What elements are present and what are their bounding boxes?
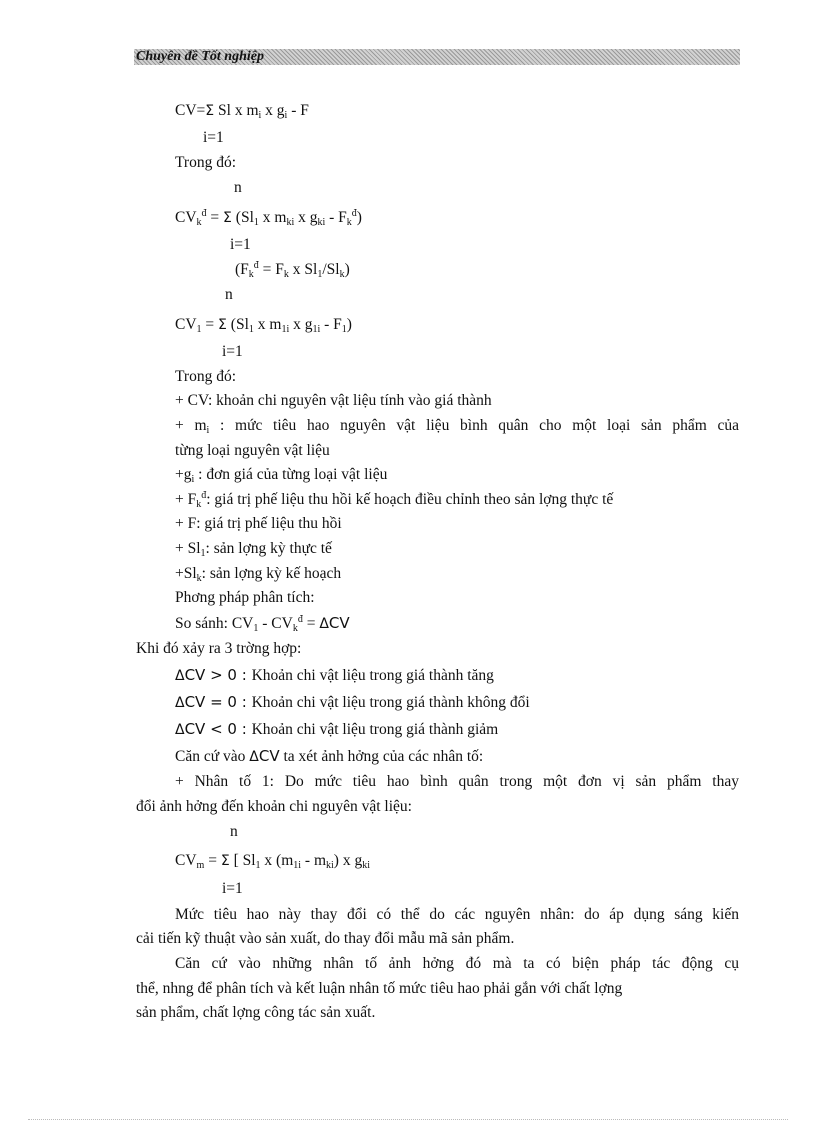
formula-cvk-index: i=1 (230, 236, 251, 253)
formula-cvm-n: n (230, 823, 238, 840)
trong-do-1: Trong đó: (175, 154, 237, 171)
formula-cv1-index: i=1 (222, 343, 243, 360)
delta-icon: Δ (175, 668, 185, 684)
para1-line1: Mức tiêu hao này thay đổi có thể do các nguyên nhân: do áp dụng sáng kiến (175, 906, 739, 923)
sigma-icon: Σ (205, 103, 215, 119)
formula-cvk-n: n (234, 179, 242, 196)
para2-line1: Căn cứ vào những nhân tố ảnh hởng đó mà ta có biện pháp tác động cụ (175, 955, 739, 972)
sigma-icon: Σ (218, 317, 227, 333)
formula-fk: ($F_k^đ = F_k$ x $Sl_1/Sl_k$) (235, 260, 350, 280)
def-f: + F: giá trị phế liệu thu hồi (175, 515, 342, 532)
footer-rule (28, 1119, 788, 1120)
def-sl1: + $Sl_1$: sản lợng kỳ thực tế (175, 540, 332, 559)
formula-cv1-n: n (225, 286, 233, 303)
based-on: Căn cứ vào ΔCV ta xét ảnh hởng của các nhân tố: (175, 747, 484, 765)
def-cv: + CV: khoản chi nguyên vật liệu tính vào giá thành (175, 392, 492, 409)
def-mi: + $m_i$ : mức tiêu hao nguyên vật liệu bình quân cho một loại sản phẩm của (175, 417, 739, 436)
case-negative: ΔCV < 0 : Khoản chi vật liệu trong giá thành giảm (175, 720, 499, 738)
formula-cvm-index: i=1 (222, 880, 243, 897)
compare-line: So sánh: $CV_1 - CV_k^đ = \Delta CV$ (175, 614, 350, 634)
sigma-icon: Σ (220, 853, 230, 869)
formula-cvk: $CV_k^đ = \Sigma$ ($Sl_1$ x $m_{ki}$ x $g_{ki} - F_k^đ$) (175, 208, 362, 228)
def-fk: + $F_k^đ$: giá trị phế liệu thu hồi kế hoạch điều chỉnh theo sản lợng thực tế (175, 490, 614, 510)
def-mi-cont: từng loại nguyên vật liệu (175, 442, 330, 459)
para2-line2: thể, nhng để phân tích và kết luận nhân tố mức tiêu hao phải gắn với chất lợng (136, 980, 623, 997)
header-title: Chuyên đề Tốt nghiệp (136, 49, 264, 64)
formula-cv-index: i=1 (203, 129, 224, 146)
delta-icon: Δ (249, 749, 259, 765)
def-gi: $+g_i$ : đơn giá của từng loại vật liệu (175, 466, 388, 485)
delta-icon: Δ (175, 695, 185, 711)
case-zero: ΔCV = 0 : Khoản chi vật liệu trong giá thành không đổi (175, 693, 530, 711)
delta-icon: Δ (175, 722, 185, 738)
formula-cvm: $CV_m = \Sigma$ [ $Sl_1$ x $(m_{1i} - m_{ki})$ x $g_{ki}$ (175, 852, 370, 871)
formula-cv1: $CV_1 = \Sigma$ ($Sl_1$ x $m_{1i}$ x $g_{1i} - F_1$) (175, 316, 352, 335)
factor1-line2: đổi ảnh hởng đến khoản chi nguyên vật liệu: (136, 798, 412, 815)
factor1-line1: + Nhân tố 1: Do mức tiêu hao bình quân trong một đơn vị sản phẩm thay (175, 773, 739, 790)
formula-cv: CV=Σ Sl x $m_i$ x $g_i$ - F (175, 102, 309, 121)
case-positive: ΔCV > 0 : Khoản chi vật liệu trong giá thành tăng (175, 666, 494, 684)
sigma-icon: Σ (223, 210, 232, 226)
cases-intro: Khi đó xảy ra 3 trờng hợp: (136, 640, 302, 657)
delta-icon: Δ (319, 616, 329, 632)
para1-line2: cải tiến kỹ thuật vào sản xuất, do thay đổi mẫu mã sản phẩm. (136, 930, 515, 947)
method-heading: Phơng pháp phân tích: (175, 589, 315, 606)
def-slk: $+Sl_k$: sản lợng kỳ kế hoạch (175, 565, 342, 584)
para2-line3: sản phẩm, chất lợng công tác sản xuất. (136, 1004, 376, 1021)
trong-do-2: Trong đó: (175, 368, 237, 385)
